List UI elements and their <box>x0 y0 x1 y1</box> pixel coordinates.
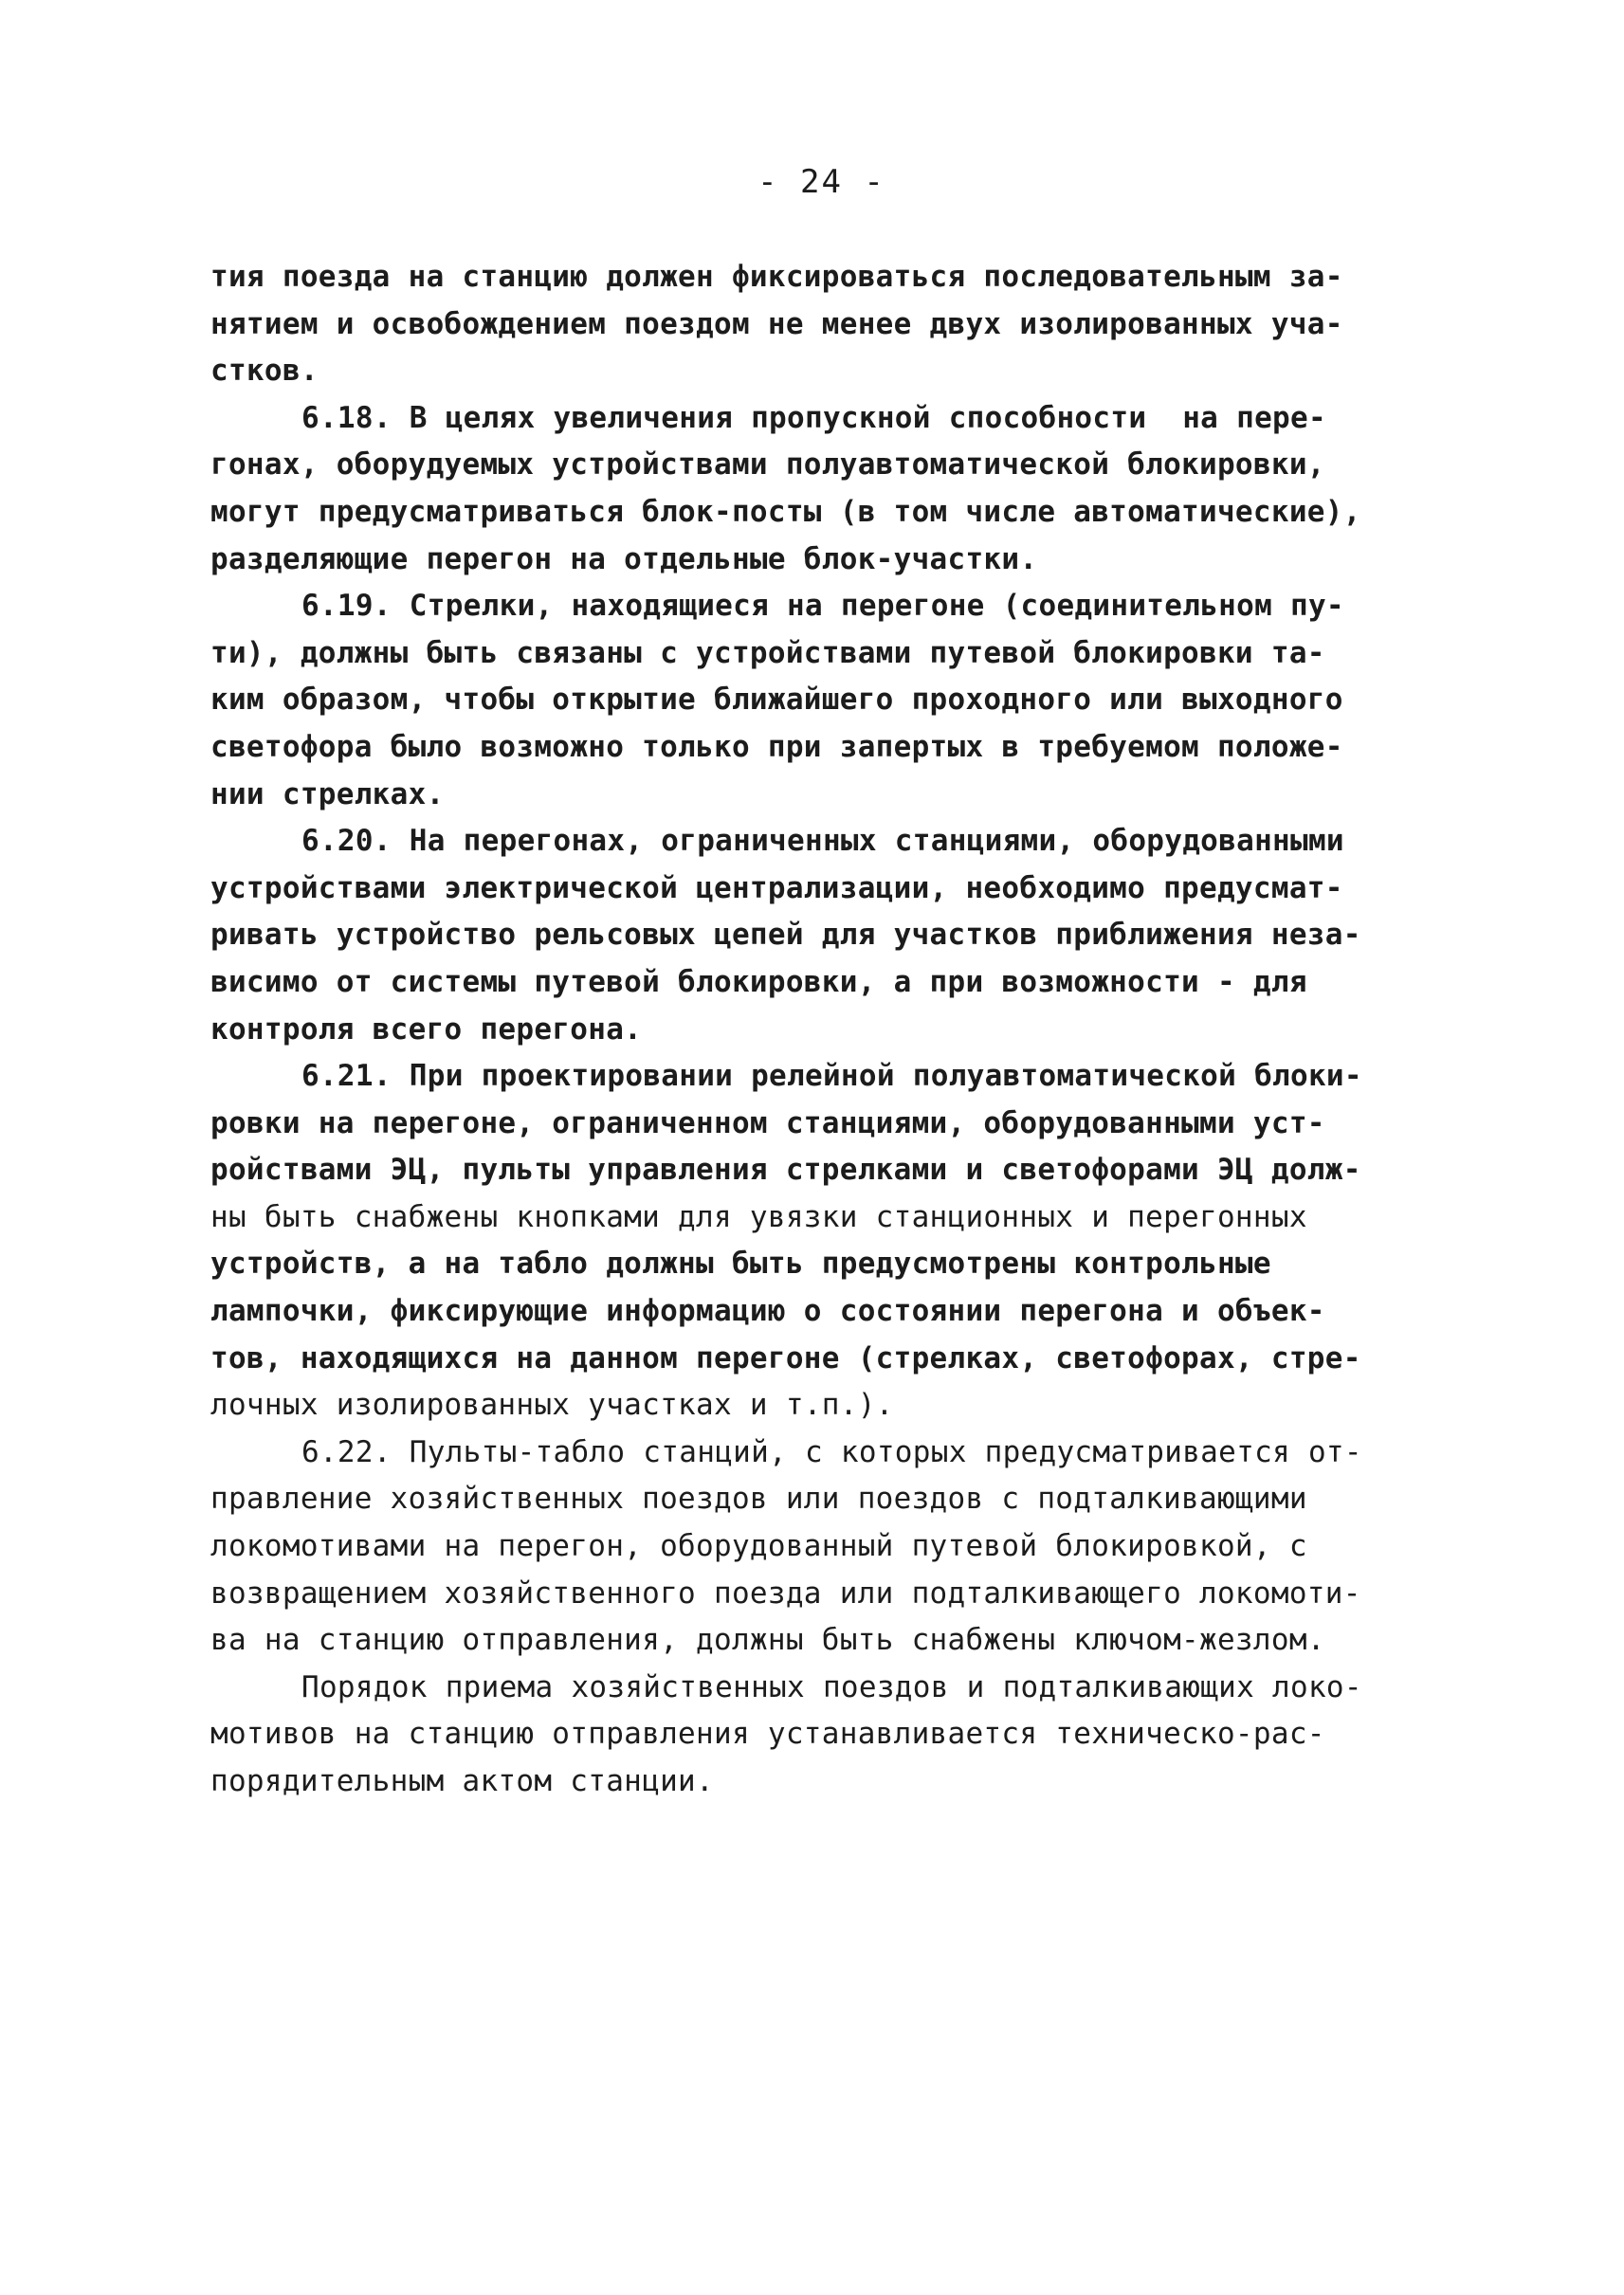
text-line: светофора было возможно только при запертых в требуемом положе- <box>210 729 1343 764</box>
text-line: нии стрелках. <box>210 776 445 811</box>
text-line: ны быть снабжены кнопками для увязки станционных и перегонных <box>210 1199 1307 1234</box>
text-line: ва на станцию отправления, должны быть снабжены ключом-жезлом. <box>210 1623 1325 1658</box>
text-line: 6.21. При проектировании релейной полуавтоматической блоки- <box>301 1059 1362 1094</box>
text-line: ти), должны быть связаны с устройствами путевой блокировки та- <box>210 635 1325 670</box>
text-line: ким образом, чтобы открытие ближайшего проходного или выходного <box>210 683 1343 718</box>
text-line: стков. <box>210 354 319 389</box>
text-line: 6.19. Стрелки, находящиеся на перегоне (соединительном пу- <box>301 589 1344 624</box>
text-line: ривать устройство рельсовых цепей для участков приближения неза- <box>210 918 1361 953</box>
text-line: порядительным актом станции. <box>210 1764 714 1798</box>
text-line: мотивов на станцию отправления устанавливается техническо-рас- <box>210 1717 1325 1752</box>
page-number: - 24 - <box>757 163 885 201</box>
text-line: гонах, оборудуемых устройствами полуавтоматической блокировки, <box>210 447 1325 483</box>
text-line: 6.18. В целях увеличения пропускной способности на пере- <box>301 400 1326 435</box>
text-line: лочных изолированных участках и т.п.). <box>210 1388 894 1423</box>
text-line: локомотивами на перегон, оборудованный путевой блокировкой, с <box>210 1529 1307 1564</box>
text-line: возвращением хозяйственного поезда или подталкивающего локомоти- <box>210 1576 1361 1611</box>
text-line: лампочки, фиксирующие информацию о состоянии перегона и объек- <box>210 1294 1325 1329</box>
text-line: тов, находящихся на данном перегоне (стрелках, светофорах, стре- <box>210 1340 1361 1375</box>
text-line: Порядок приема хозяйственных поездов и подталкивающих локо- <box>301 1669 1362 1704</box>
text-line: 6.20. На перегонах, ограниченных станциями, оборудованными <box>301 824 1344 859</box>
text-line: висимо от системы путевой блокировки, а при возможности - для <box>210 964 1307 999</box>
text-line: правление хозяйственных поездов или поездов с подталкивающими <box>210 1482 1307 1517</box>
body-text <box>210 254 1443 1806</box>
text-line: тия поезда на станцию должен фиксироваться последовательным за- <box>210 260 1343 294</box>
text-line: устройств, а на табло должны быть предусмотрены контрольные <box>210 1247 1271 1282</box>
text-line: 6.22. Пульты-табло станций, с которых предусматривается от- <box>301 1434 1362 1469</box>
text-line: ровки на перегоне, ограниченном станциями, оборудованными уст- <box>210 1105 1325 1140</box>
text-line: нятием и освобождением поездом не менее двух изолированных уча- <box>210 306 1343 341</box>
text-line: устройствами электрической централизации, необходимо предусмат- <box>210 870 1343 905</box>
text-line: разделяющие перегон на отдельные блок-участки. <box>210 541 1038 576</box>
text-line: ройствами ЭЦ, пульты управления стрелками и светофорами ЭЦ долж- <box>210 1153 1361 1188</box>
text-line: контроля всего перегона. <box>210 1011 643 1047</box>
text-line: могут предусматриваться блок-посты (в том числе автоматические), <box>210 494 1361 529</box>
